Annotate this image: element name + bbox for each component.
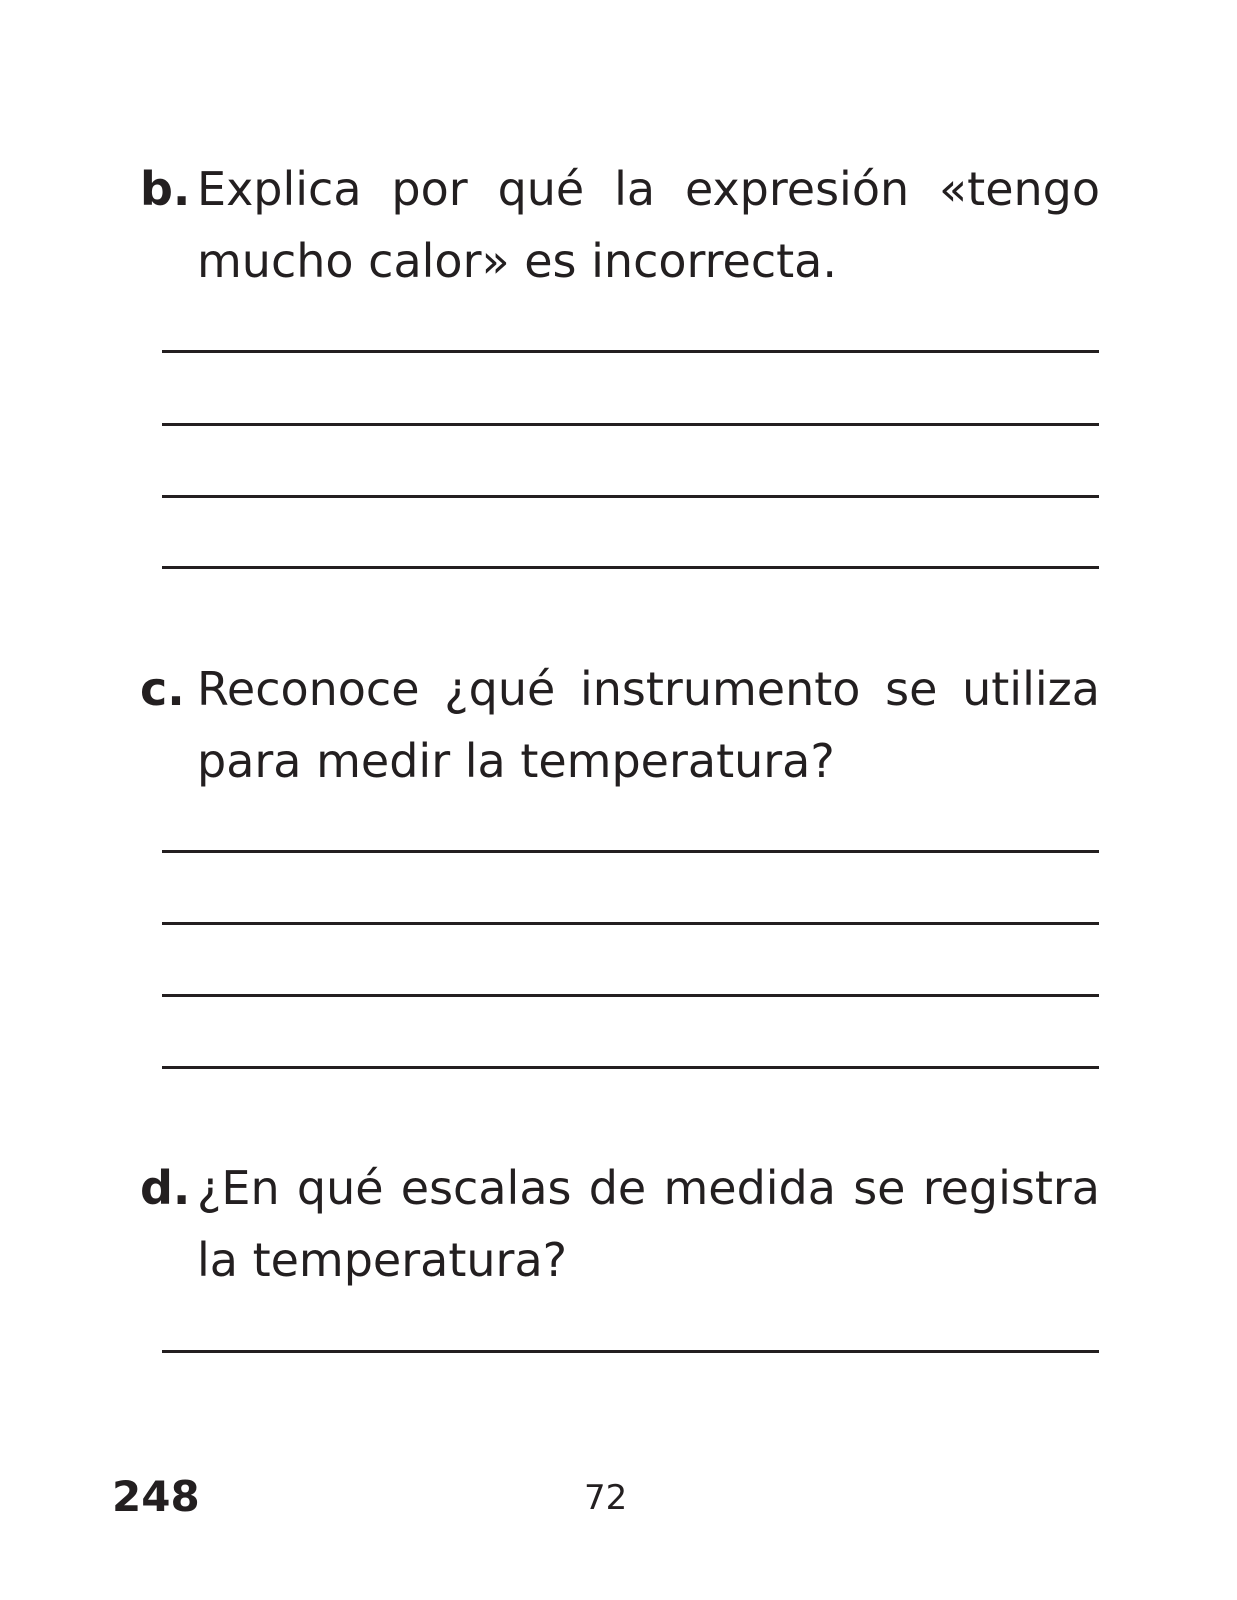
question-text: ¿En qué escalas de medida se registra la temperatura? bbox=[197, 1161, 1100, 1287]
answer-line[interactable] bbox=[162, 423, 1099, 426]
answer-line[interactable] bbox=[162, 922, 1099, 925]
question-d bbox=[140, 1152, 1100, 1296]
page-number: 72 bbox=[584, 1478, 628, 1518]
question-letter: b. bbox=[140, 162, 191, 216]
answer-line[interactable] bbox=[162, 850, 1099, 853]
answer-line[interactable] bbox=[162, 1066, 1099, 1069]
question-letter: d. bbox=[140, 1161, 191, 1215]
question-letter: c. bbox=[140, 662, 185, 716]
answer-line[interactable] bbox=[162, 495, 1099, 498]
answer-line[interactable] bbox=[162, 350, 1099, 353]
question-text: Explica por qué la expresión «tengo mucho calor» es incorrecta. bbox=[197, 162, 1100, 288]
question-c bbox=[140, 653, 1100, 797]
question-b bbox=[140, 153, 1100, 297]
answer-line[interactable] bbox=[162, 1350, 1099, 1353]
book-page-number: 248 bbox=[112, 1472, 200, 1521]
question-text: Reconoce ¿qué instrumento se utiliza para medir la temperatura? bbox=[197, 662, 1100, 788]
answer-line[interactable] bbox=[162, 994, 1099, 997]
answer-line[interactable] bbox=[162, 566, 1099, 569]
